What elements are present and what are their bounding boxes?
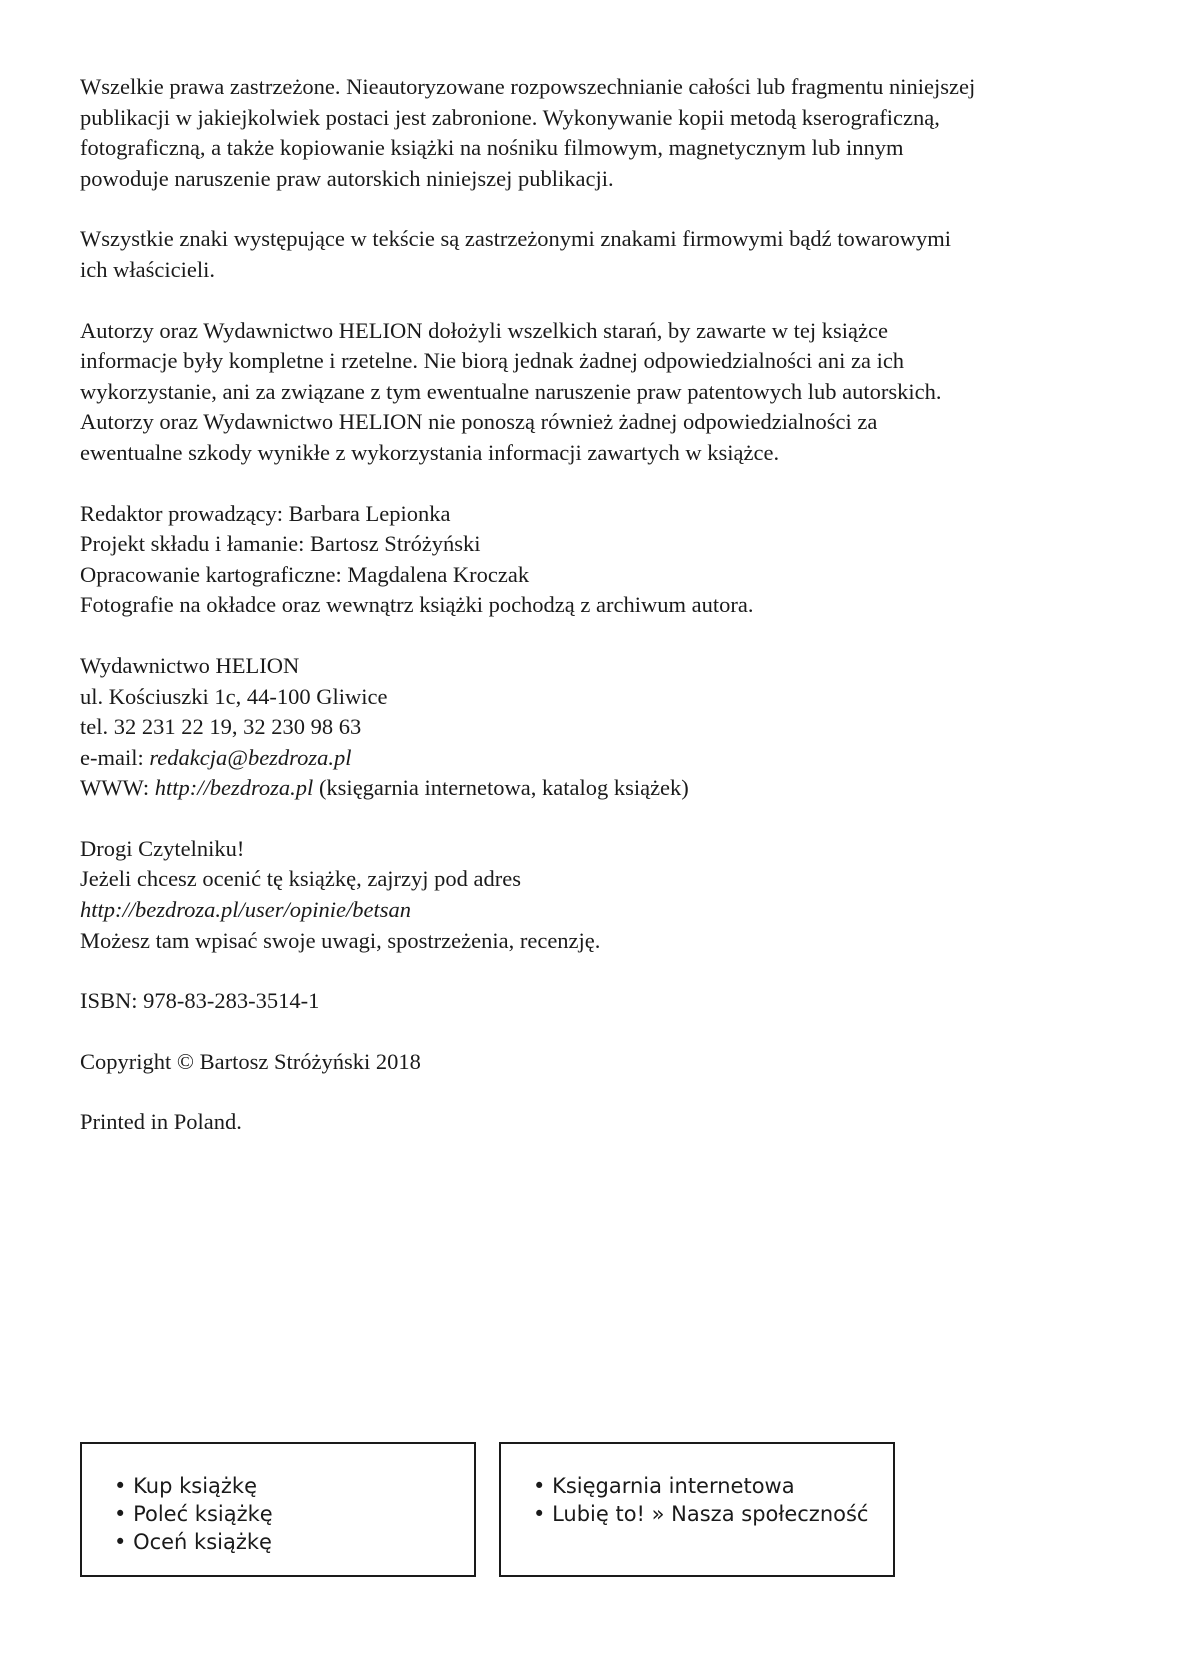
www-note: (księgarnia internetowa, katalog książek) xyxy=(313,775,689,801)
store-links-box xyxy=(499,1442,895,1577)
rights-line: fotograficzną, a także kopiowanie książki na nośniku filmowym, magnetycznym lub innym xyxy=(80,135,904,161)
credits-paragraph xyxy=(80,499,1110,621)
link-boxes xyxy=(80,1442,895,1577)
publisher-address: ul. Kościuszki 1c, 44-100 Gliwice xyxy=(80,683,388,709)
reader-paragraph xyxy=(80,834,1110,956)
publisher-email-line xyxy=(80,743,1110,774)
disclaimer-line: wykorzystanie, ani za związane z tym ewentualne naruszenie praw patentowych lub autorskich. xyxy=(80,378,942,404)
www-link[interactable]: http://bezdroza.pl xyxy=(154,775,314,801)
isbn: ISBN: 978-83-283-3514-1 xyxy=(80,988,320,1014)
copyright: Copyright © Bartosz Stróżyński 2018 xyxy=(80,1048,421,1074)
trademarks-line: Wszystkie znaki występujące w tekście są zastrzeżonymi znakami firmowymi bądź towarowymi xyxy=(80,226,951,252)
cartography-credit: Opracowanie kartograficzne: Magdalena Kroczak xyxy=(80,561,530,587)
disclaimer-line: Autorzy oraz Wydawnictwo HELION nie ponoszą również żadnej odpowiedzialności za xyxy=(80,409,878,435)
www-label: WWW: xyxy=(80,775,155,801)
reader-greeting: Drogi Czytelniku! xyxy=(80,835,245,861)
email-label: e-mail: xyxy=(80,744,150,770)
email-link[interactable]: redakcja@bezdroza.pl xyxy=(149,744,352,770)
publisher-name: Wydawnictwo HELION xyxy=(80,652,300,678)
disclaimer-line: Autorzy oraz Wydawnictwo HELION dołożyli wszelkich starań, by zawarte w tej książce xyxy=(80,317,888,343)
editor-credit: Redaktor prowadzący: Barbara Lepionka xyxy=(80,500,451,526)
review-link[interactable]: http://bezdroza.pl/user/opinie/betsan xyxy=(80,897,412,923)
publisher-www-line xyxy=(80,773,1110,804)
rate-book-link[interactable]: • Oceń książkę xyxy=(114,1528,474,1556)
trademarks-line: ich właścicieli. xyxy=(80,256,215,282)
publisher-paragraph xyxy=(80,651,1110,804)
disclaimer-paragraph xyxy=(80,316,1110,469)
printed-in: Printed in Poland. xyxy=(80,1109,242,1135)
imprint-page xyxy=(80,72,1110,1168)
buy-book-link[interactable]: • Kup książkę xyxy=(114,1472,474,1500)
rights-line: publikacji w jakiejkolwiek postaci jest zabronione. Wykonywanie kopii metodą kserograficzną, xyxy=(80,104,940,130)
publisher-phone: tel. 32 231 22 19, 32 230 98 63 xyxy=(80,714,362,740)
community-link[interactable]: • Lubię to! » Nasza społeczność xyxy=(533,1500,893,1528)
book-actions-box xyxy=(80,1442,476,1577)
recommend-book-link[interactable]: • Poleć książkę xyxy=(114,1500,474,1528)
reader-prompt: Jeżeli chcesz ocenić tę książkę, zajrzyj pod adres xyxy=(80,866,522,892)
rights-paragraph xyxy=(80,72,1110,194)
online-bookstore-link[interactable]: • Księgarnia internetowa xyxy=(533,1472,893,1500)
rights-line: Wszelkie prawa zastrzeżone. Nieautoryzowane rozpowszechnianie całości lub fragmentu niniejszej xyxy=(80,74,976,99)
photos-credit: Fotografie na okładce oraz wewnątrz książki pochodzą z archiwum autora. xyxy=(80,592,754,618)
disclaimer-line: ewentualne szkody wynikłe z wykorzystania informacji zawartych w książce. xyxy=(80,439,780,465)
layout-credit: Projekt składu i łamanie: Bartosz Stróżyński xyxy=(80,531,481,557)
rights-line: powoduje naruszenie praw autorskich niniejszej publikacji. xyxy=(80,165,614,191)
disclaimer-line: informacje były kompletne i rzetelne. Nie biorą jednak żadnej odpowiedzialności ani za ich xyxy=(80,348,905,374)
trademarks-paragraph xyxy=(80,224,1110,285)
reader-note: Możesz tam wpisać swoje uwagi, spostrzeżenia, recenzję. xyxy=(80,927,601,953)
